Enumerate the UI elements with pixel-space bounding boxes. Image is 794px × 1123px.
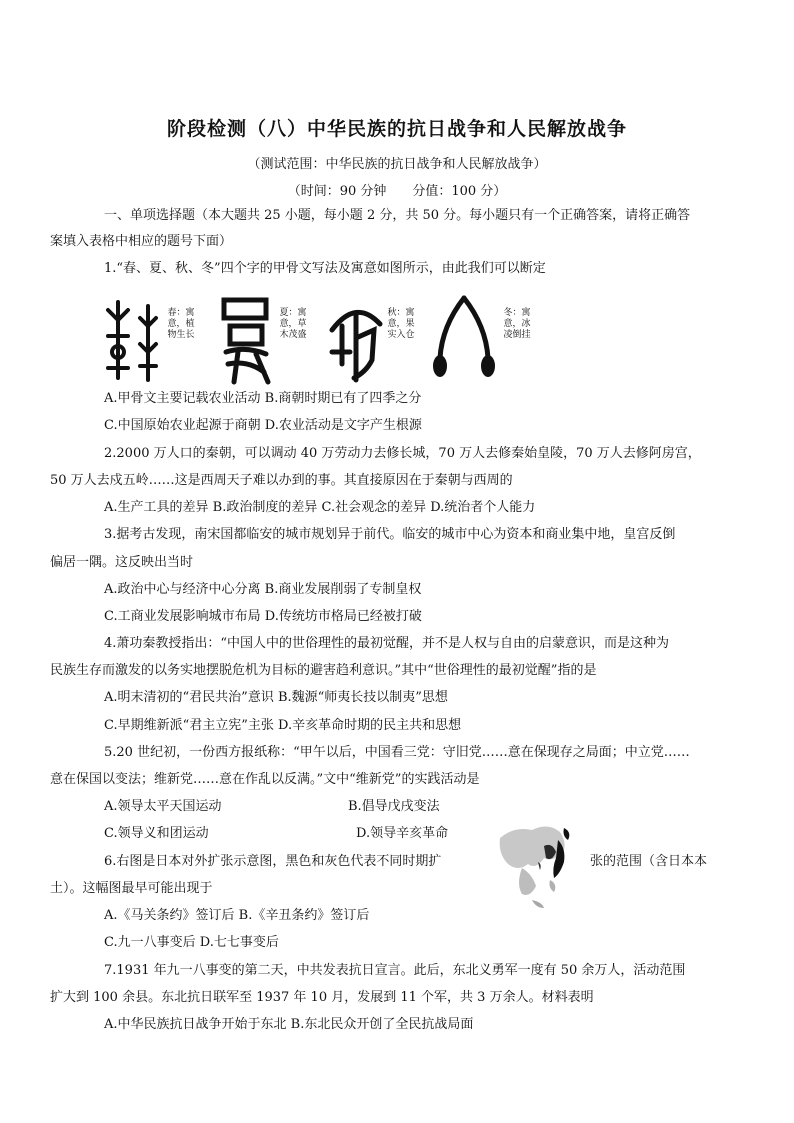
autumn-glyph-icon <box>326 294 386 384</box>
section-heading-line1: 一、单项选择题（本大题共 25 小题，每小题 2 分，共 50 分。每小题只有一个正确答案，请将正确答 <box>104 208 691 223</box>
spring-glyph-icon <box>104 296 164 384</box>
q7-options-ab: A.中华民族抗日战争开始于东北 B.东北民众开创了全民抗战局面 <box>104 1017 474 1032</box>
q5-stem-line1: 5.20 世纪初，一份西方报纸称：“甲午以后，中国看三党：守旧党……意在保现存之局面；中立党…… <box>104 745 690 760</box>
q2-stem-line1: 2.2000 万人口的秦朝，可以调动 40 万劳动力去修长城，70 万人去修秦始皇陵，70 万人去修阿房宫， <box>104 446 701 461</box>
q3-options-ab: A.政治中心与经济中心分离 B.商业发展削弱了专制皇权 <box>104 582 422 597</box>
q3-options-cd: C.工商业发展影响城市布局 D.传统坊市格局已经被打破 <box>104 609 422 624</box>
q6-options-ab: A.《马关条约》签订后 B.《辛丑条约》签订后 <box>104 908 370 923</box>
q3-stem-line2: 偏居一隅。这反映出当时 <box>50 555 194 570</box>
time-score: （时间：90 分钟 分值：100 分） <box>287 184 507 199</box>
q5-option-d: D.领导辛亥革命 <box>356 826 449 841</box>
summer-glyph-icon <box>216 292 278 386</box>
q3-stem-line1: 3.据考古发现，南宋国都临安的城市规划异于前代。临安的城市中心为资本和商业集中地，皇宫反倒 <box>104 527 676 542</box>
q7-stem-line2: 扩大到 100 余县。东北抗日联军至 1937 年 10 月，发展到 11 个军，共 3 万余人。材料表明 <box>50 990 594 1005</box>
q6-stem-line1b: 张的范围（含日本本 <box>590 854 708 869</box>
test-scope: （测试范围：中华民族的抗日战争和人民解放战争） <box>247 157 547 172</box>
q5-option-c: C.领导义和团运动 <box>104 826 209 841</box>
winter-caption: 冬：寓意，冰凌倒挂 <box>503 308 531 340</box>
q6-stem-line1a: 6.右图是日本对外扩张示意图，黑色和灰色代表不同时期扩 <box>104 854 442 869</box>
q7-stem-line1: 7.1931 年九一八事变的第二天，中共发表抗日宣言。此后，东北义勇军一度有 50 余万人，活动范围 <box>104 963 686 978</box>
q6-stem-line2: 土）。这幅图最早可能出现于 <box>50 881 213 896</box>
q1-options-cd: C.中国原始农业起源于商朝 D.农业活动是文字产生根源 <box>104 418 422 433</box>
summer-caption: 夏：寓意，草木茂盛 <box>279 308 307 340</box>
q6-options-cd: C.九一八事变后 D.七七事变后 <box>104 935 279 950</box>
q4-stem-line2: 民族生存而激发的以务实地摆脱危机为目标的避害趋利意识。”其中“世俗理性的最初觉醒”指的是 <box>50 663 597 678</box>
q2-stem-line2: 50 万人去戍五岭……这是西周天子难以办到的事。其直接原因在于秦朝与西周的 <box>50 473 513 488</box>
oracle-bone-figure <box>104 290 544 386</box>
q2-options: A.生产工具的差异 B.政治制度的差异 C.社会观念的差异 D.统治者个人能力 <box>104 500 536 515</box>
section-heading-line2: 案填入表格中相应的题号下面） <box>50 234 233 249</box>
q5-option-a: A.领导太平天国运动 <box>104 799 222 814</box>
q4-options-ab: A.明末清初的“君民共治”意识 B.魏源“师夷长技以制夷”思想 <box>104 690 448 705</box>
q4-options-cd: C.早期维新派“君主立宪”主张 D.辛亥革命时期的民主共和思想 <box>104 718 462 733</box>
q5-option-b: B.倡导戊戌变法 <box>348 799 440 814</box>
q5-stem-line2: 意在保国以变法；维新党……意在作乱以反满。”文中“维新党”的实践活动是 <box>50 772 480 787</box>
japan-expansion-map <box>492 818 584 910</box>
q1-stem: 1.“春、夏、秋、冬”四个字的甲骨文写法及寓意如图所示，由此我们可以断定 <box>104 261 546 276</box>
winter-glyph-icon <box>430 292 498 384</box>
q4-stem-line1: 4.萧功秦教授指出：“中国人中的世俗理性的最初觉醒，并不是人权与自由的启蒙意识，而是这种为 <box>104 636 670 651</box>
autumn-caption: 秋：寓意，果实入仓 <box>387 308 415 340</box>
page-title: 阶段检测（八）中华民族的抗日战争和人民解放战争 <box>166 118 627 140</box>
spring-caption: 春：寓意，植物生长 <box>167 308 195 340</box>
q1-options-ab: A.甲骨文主要记载农业活动 B.商朝时期已有了四季之分 <box>104 391 422 406</box>
